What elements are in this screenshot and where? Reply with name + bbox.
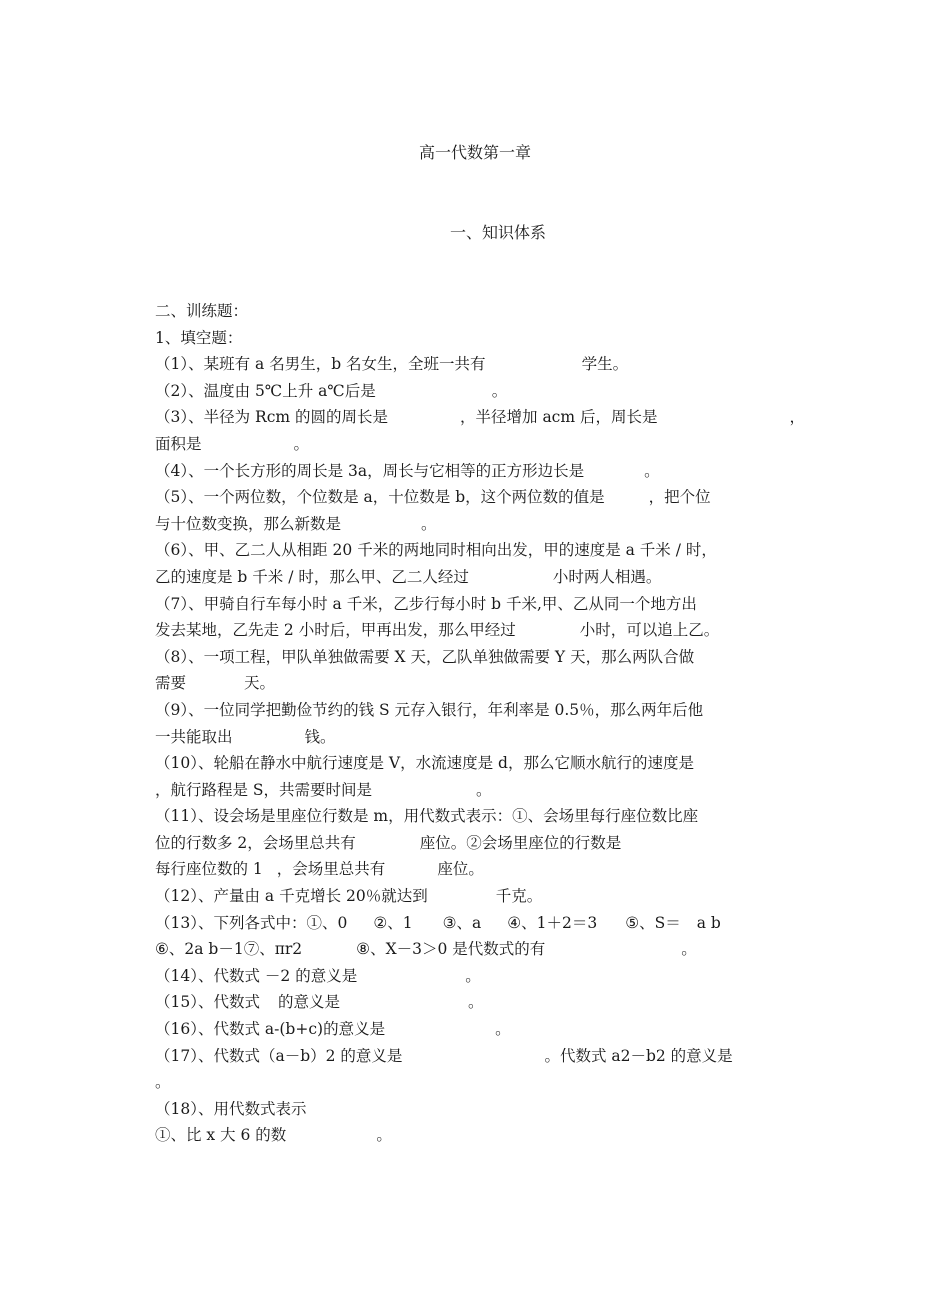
question-10: （10）、轮船在静水中航行速度是 V，水流速度是 d，那么它顺水航行的速度是	[155, 754, 694, 773]
section-heading-exercises: 二、训练题：	[155, 302, 249, 320]
question-4: （4）、一个长方形的周长是 3a，周长与它相等的正方形边长是 。	[155, 461, 660, 480]
question-18-item-1: ①、比 x 大 6 的数 。	[155, 1126, 392, 1145]
question-7: （7）、甲骑自行车每小时 a 千米，乙步行每小时 b 千米,甲、乙从同一个地方出	[155, 594, 697, 613]
question-18: （18）、用代数式表示	[155, 1099, 307, 1118]
question-13: （13）、下列各式中：①、0 ②、1 ③、a ④、1＋2＝3 ⑤、S＝ a b	[155, 913, 721, 932]
question-11-cont: 位的行数多 2，会场里总共有 座位。②会场里座位的行数是	[155, 833, 622, 852]
question-1: （1）、某班有 a 名男生，b 名女生，全班一共有 学生。	[155, 355, 629, 374]
question-5: （5）、一个两位数，个位数是 a，十位数是 b，这个两位数的值是 ，把个位	[155, 488, 711, 507]
question-2: （2）、温度由 5℃上升 a℃后是 。	[155, 381, 508, 400]
question-12: （12）、产量由 a 千克增长 20％就达到 千克。	[155, 887, 543, 906]
question-5-cont: 与十位数变换，那么新数是 。	[155, 514, 437, 533]
section-heading-knowledge: 一、知识体系	[449, 223, 546, 242]
question-6: （6）、甲、乙二人从相距 20 千米的两地同时相向出发，甲的速度是 a 千米 / 时，	[155, 541, 717, 560]
question-15: （15）、代数式 的意义是 。	[155, 993, 484, 1012]
part-heading-fill-blank: 1、填空题：	[155, 328, 243, 347]
question-17-cont: 。	[155, 1073, 171, 1092]
question-8: （8）、一项工程，甲队单独做需要 X 天，乙队单独做需要 Y 天，那么两队合做	[155, 647, 695, 666]
question-11: （11）、设会场是里座位行数是 m，用代数式表示：①、会场里每行座位数比座	[155, 807, 699, 826]
question-11-cont2: 每行座位数的 1 ，会场里总共有 座位。	[155, 860, 484, 879]
question-3-cont: 面积是 。	[155, 434, 310, 453]
question-13-cont: ⑥、2a b－1⑦、πr2 ⑧、X－3＞0 是代数式的有 。	[155, 940, 697, 959]
document-body	[155, 298, 805, 1149]
question-7-cont: 发去某地，乙先走 2 小时后，甲再出发，那么甲经过 小时，可以追上乙。	[155, 621, 720, 640]
question-3: （3）、半径为 Rcm 的圆的周长是 ，半径增加 acm 后，周长是 ，	[155, 408, 805, 427]
question-6-cont: 乙的速度是 b 千米 / 时，那么甲、乙二人经过 小时两人相遇。	[155, 567, 662, 586]
question-8-cont: 需要 天。	[155, 674, 276, 693]
question-10-cont: ，航行路程是 S，共需要时间是 。	[155, 780, 492, 799]
question-17: （17）、代数式（a－b）2 的意义是 。代数式 a2－b2 的意义是	[155, 1046, 733, 1065]
question-9: （9）、一位同学把勤俭节约的钱 S 元存入银行，年利率是 0.5％，那么两年后他	[155, 700, 704, 719]
document-title: 高一代数第一章	[418, 143, 531, 162]
question-9-cont: 一共能取出 钱。	[155, 727, 336, 746]
question-14: （14）、代数式 －2 的意义是 。	[155, 966, 481, 985]
question-16: （16）、代数式 a-(b+c)的意义是 。	[155, 1020, 511, 1039]
